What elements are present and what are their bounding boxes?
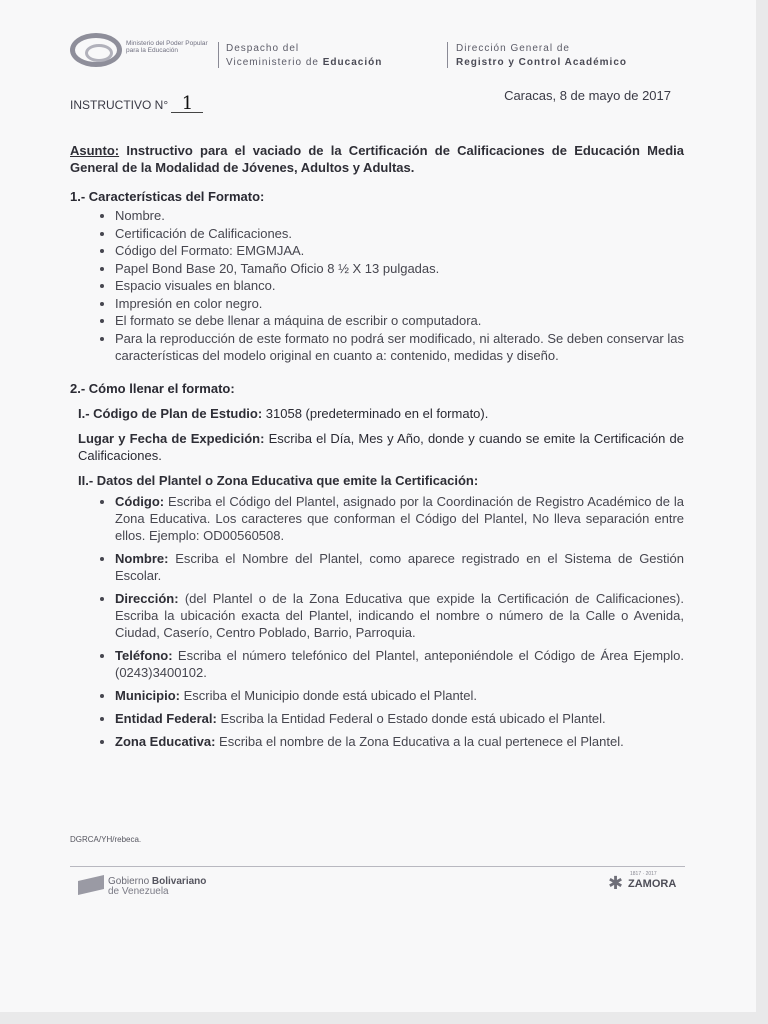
lugar-text: Escriba el Día, Mes y Año, donde y cuando se emite la Certificación de Calificaciones.: [78, 430, 684, 463]
instructivo-number-line: [70, 93, 203, 114]
plan-label: I.- Código de Plan de Estudio:: [78, 405, 263, 421]
gobierno-line1: Gobierno Bolivariano: [108, 876, 207, 887]
list-item: • Dirección: (del Plantel o de la Zona Educativa que expide la Certificación de Calificaciones). Escriba la ubicación exacta del Plantel, indicando el nombre o número de la Calle o Avenida, Ciudad, Caserío, Centro Poblado, Barrio, Parroquia.: [115, 590, 684, 641]
subject-text: Instructivo para el vaciado de la Certificación de Calificaciones de Educación Media General de la Modalidad de Jóvenes, Adultos y Adultas.: [70, 143, 684, 175]
ministry-logo-icon: [70, 33, 122, 67]
zamora-wordmark: ZAMORA: [628, 878, 677, 890]
direccion-block: [456, 42, 627, 70]
list-item: • Para la reproducción de este formato no podrá ser modificado, ni alterado. Se deben conservar las características del modelo original en cuanto a: contenido, medidas y diseño.: [115, 330, 684, 365]
section2-title: 2.- Cómo llenar el formato:: [70, 380, 235, 396]
list-item: • Teléfono: Escriba el número telefónico del Plantel, anteponiéndole el Código de Área Ejemplo. (0243)3400102.: [115, 647, 684, 681]
lugar-label: Lugar y Fecha de Expedición:: [78, 430, 265, 446]
format-characteristics-list: [70, 207, 684, 365]
section1-title: 1.- Características del Formato:: [70, 189, 265, 204]
header-divider: [218, 42, 219, 68]
instructivo-label: INSTRUCTIVO N°: [70, 98, 169, 112]
list-item: • Municipio: Escriba el Municipio donde está ubicado el Plantel.: [115, 687, 684, 704]
document-date: Caracas, 8 de mayo de 2017: [504, 88, 671, 103]
star-icon: ✱: [608, 873, 624, 893]
ministry-name: Ministerio del Poder Popular para la Educación: [126, 40, 208, 54]
direccion-line1: Dirección General de: [456, 43, 570, 54]
zamora-years: 1817 · 2017: [630, 871, 657, 877]
direccion-line2: Registro y Control Académico: [456, 57, 627, 68]
document-body: [70, 142, 684, 756]
subject: [70, 142, 684, 176]
header-divider: [447, 42, 448, 68]
datos-list: [70, 493, 684, 750]
list-item: • Papel Bond Base 20, Tamaño Oficio 8 ½ X 13 pulgadas.: [115, 260, 684, 278]
lugar-paragraph: [70, 430, 684, 464]
despacho-line1: Despacho del: [226, 43, 300, 54]
plan-paragraph: [70, 405, 684, 422]
datos-title: II.- Datos del Plantel o Zona Educativa que emite la Certificación:: [78, 472, 479, 488]
list-item: • El formato se debe llenar a máquina de escribir o computadora.: [115, 312, 684, 330]
list-item: • Certificación de Calificaciones.: [115, 225, 684, 243]
letterhead: [70, 32, 690, 74]
list-item: • Zona Educativa: Escriba el nombre de la Zona Educativa a la cual pertenece el Plantel.: [115, 733, 684, 750]
list-item: • Código del Formato: EMGMJAA.: [115, 242, 684, 260]
list-item: • Entidad Federal: Escriba la Entidad Federal o Estado donde está ubicado el Plantel.: [115, 710, 684, 727]
gobierno-line2: de Venezuela: [108, 886, 169, 897]
zamora-logo: [608, 873, 688, 895]
list-item: • Espacio visuales en blanco.: [115, 277, 684, 295]
list-item: • Impresión en color negro.: [115, 295, 684, 313]
instructivo-number: 1: [171, 96, 203, 113]
list-item: • Nombre.: [115, 207, 684, 225]
list-item: • Nombre: Escriba el Nombre del Plantel, como aparece registrado en el Sistema de Gestión Escolar.: [115, 550, 684, 584]
subject-label: Asunto:: [70, 143, 120, 158]
footer-rule: [70, 866, 685, 867]
flag-icon: [78, 875, 104, 895]
list-item: • Código: Escriba el Código del Plantel, asignado por la Coordinación de Registro Académico de la Zona Educativa. Los caracteres que conforman el Código del Plantel, No lleva separación entre ellos. Ejemplo: OD00560508.: [115, 493, 684, 544]
plan-text: 31058 (predeterminado en el formato).: [262, 405, 489, 421]
gobierno-logo: [78, 873, 238, 897]
despacho-line2: Viceministerio de Educación: [226, 57, 383, 68]
despacho-block: [226, 42, 382, 70]
footer-reference: DGRCA/YH/rebeca.: [70, 835, 142, 844]
